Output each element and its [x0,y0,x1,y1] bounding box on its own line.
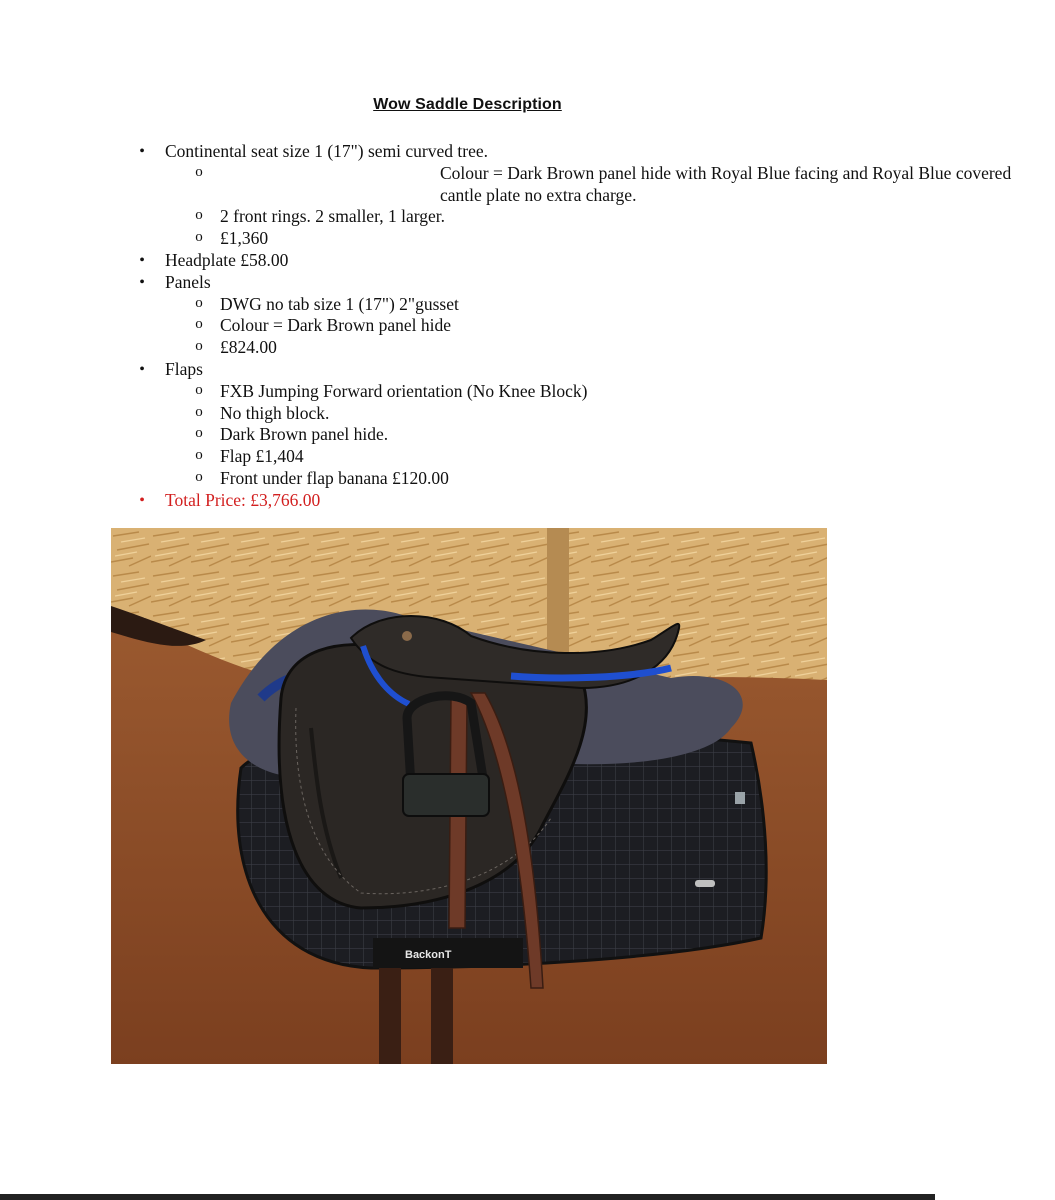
item-flaps: Flaps [165,358,203,379]
list-item [0,446,935,468]
item-flaps-banana: Front under flap banana £120.00 [220,467,449,488]
description-list [0,141,1012,512]
list-item [0,162,1012,207]
item-panels-spec: DWG no tab size 1 (17") 2"gusset [220,293,459,314]
list-item [0,272,935,294]
sub-bullet-icon: o [195,294,203,311]
list-item [0,490,935,512]
item-panels-colour: Colour = Dark Brown panel hide [220,315,452,336]
document-title: Wow Saddle Description [373,96,562,113]
saddle-photo [111,528,827,1064]
bullet-icon: • [139,491,145,509]
list-item [0,359,935,381]
pad-strap [735,792,745,804]
list-item [0,337,935,359]
list-item [0,315,935,337]
sub-bullet-icon: o [195,229,203,246]
front-ring [402,631,412,641]
item-flaps-thigh: No thigh block. [220,402,330,423]
sub-bullet-icon: o [195,163,203,180]
sub-bullet-icon: o [195,338,203,355]
pad-brand-text: BackonT [405,949,452,961]
sub-bullet-icon: o [195,468,203,485]
bottom-bar [0,1194,935,1200]
item-panels: Panels [165,271,211,292]
sub-bullet-icon: o [195,447,203,464]
stirrup-tread [403,774,489,816]
sub-bullet-icon: o [195,403,203,420]
bullet-icon: • [139,273,145,291]
item-flaps-price: Flap £1,404 [220,446,304,467]
item-flaps-orientation: FXB Jumping Forward orientation (No Knee Block) [220,380,588,401]
total-price: Total Price: £3,766.00 [165,489,321,510]
bullet-icon: • [139,251,145,269]
item-headplate: Headplate £58.00 [165,249,289,270]
item-seat-rings: 2 front rings. 2 smaller, 1 larger. [220,206,445,227]
list-item [0,381,935,403]
wooden-post [547,528,569,658]
item-seat-price: £1,360 [220,228,269,249]
pad-logo-patch [695,880,715,887]
item-seat: Continental seat size 1 (17") semi curved tree. [165,141,489,161]
list-item [0,250,935,272]
list-item [0,228,935,250]
list-item [0,294,935,316]
list-item [0,468,935,490]
list-item [0,206,935,228]
bullet-icon: • [139,143,145,160]
bullet-icon: • [139,360,145,378]
sub-bullet-icon: o [195,381,203,398]
item-seat-colour: Colour = Dark Brown panel hide with Royal Blue facing and Royal Blue covered cantle plate no extra charge. [440,162,1012,205]
sub-bullet-icon: o [195,425,203,442]
sub-bullet-icon: o [195,207,203,224]
sub-bullet-icon: o [195,316,203,333]
item-panels-price: £824.00 [220,337,277,358]
list-item [0,141,935,163]
saddle-photo-illustration [111,528,827,1064]
list-item [0,424,935,446]
list-item [0,403,935,425]
item-flaps-hide: Dark Brown panel hide. [220,424,389,445]
